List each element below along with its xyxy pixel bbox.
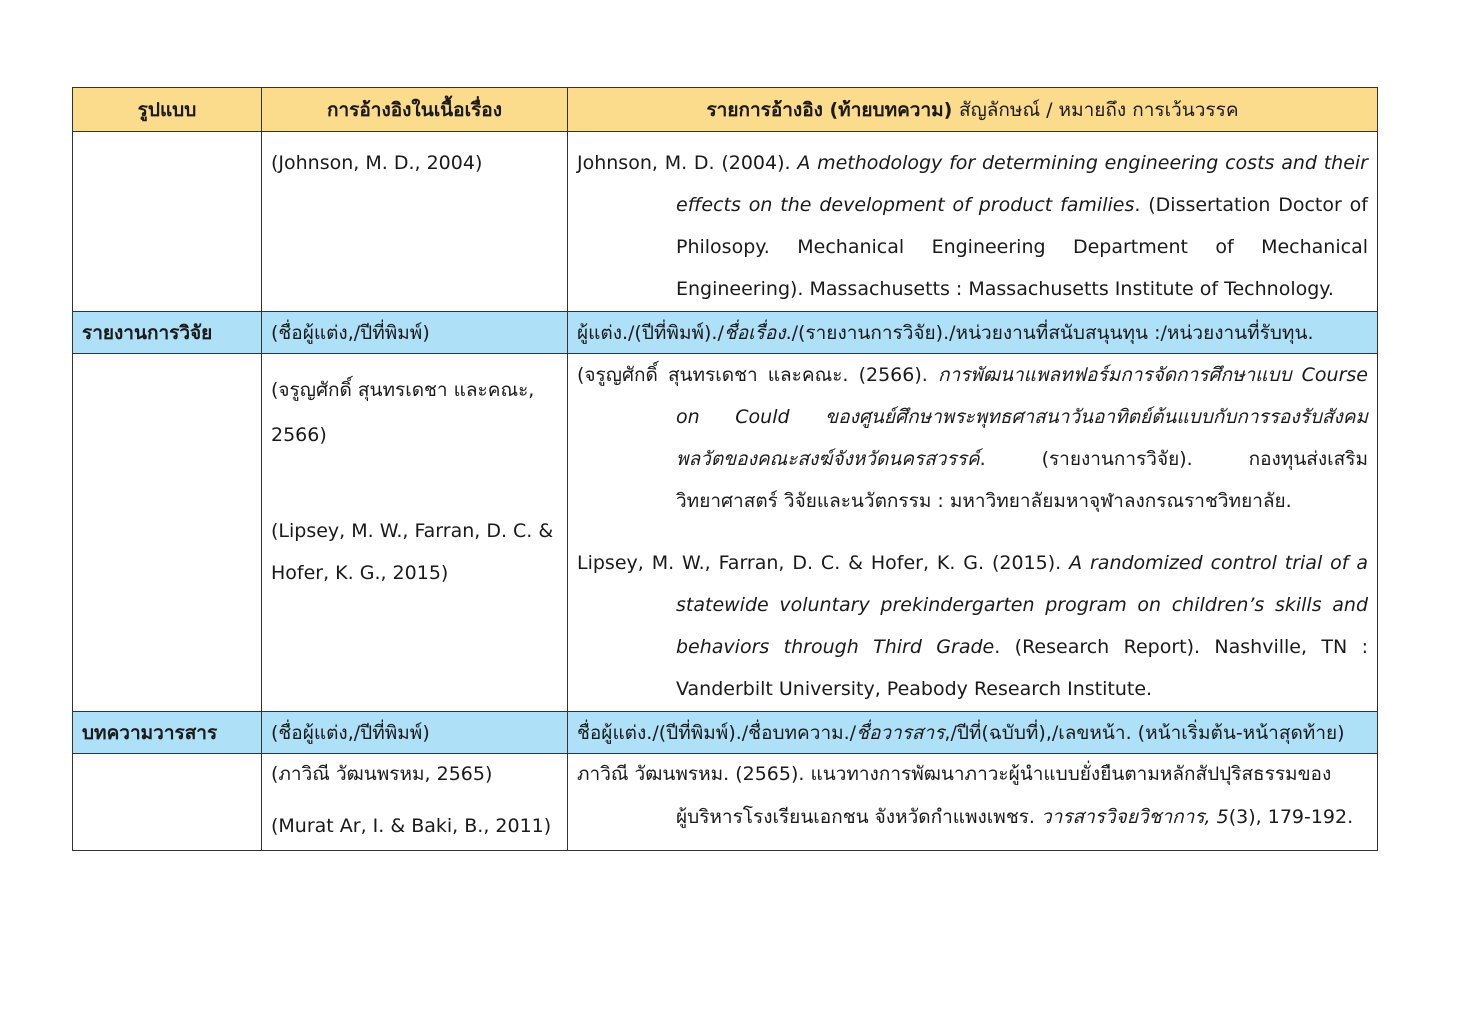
category-row-journal (73, 712, 1377, 753)
ref-title-italic: behaviors through Third Grade (676, 636, 995, 658)
ref-text: . (Dissertation Doctor of (1134, 194, 1368, 216)
reference-line: Philosopy. Mechanical Engineering Department of Mechanical (676, 236, 1368, 258)
ref-title-italic: effects on the development of product families (676, 194, 1135, 216)
category-title: บทความวารสาร (73, 712, 262, 753)
ref-title-italic: การพัฒนาแพลทฟอร์มการจัดการศึกษาแบบ Course (937, 364, 1368, 386)
ref-journal-italic: วารสารวิจยวิชาการ, 5 (1041, 806, 1229, 828)
reference-line: Vanderbilt University, Peabody Research Institute. (676, 678, 1153, 700)
in-text-citation: (Johnson, M. D., 2004) (271, 152, 483, 174)
ref-text: . (รายงานการวิจัย). กองทุนส่งเสริม (979, 448, 1368, 470)
in-text-citation: (ภาวิณี วัฒนพรหม, 2565) (271, 763, 493, 785)
table-header-row (73, 88, 1377, 132)
header-in-text-citation: การอ้างอิงในเนื้อเรื่อง (262, 88, 568, 131)
reference-cell (568, 354, 1377, 711)
ref-author-year: (จรูญศักดิ์ สุนทรเดชา และคณะ. (2566). (577, 364, 938, 386)
format-cell-empty (73, 132, 262, 311)
table-row-dissertation (73, 132, 1377, 312)
header-reference-bold: รายการอ้างอิง (ท้ายบทความ) (706, 98, 953, 121)
ref-author-year: Johnson, M. D. (2004). (577, 152, 798, 174)
ref-title-italic: พลวัตของคณะสงฆ์จังหวัดนครสวรรค์ (676, 448, 980, 470)
ref-text: . (Research Report). Nashville, TN : (994, 636, 1368, 658)
reference-line (577, 354, 1368, 396)
reference-line (577, 796, 1368, 838)
reference-line (577, 584, 1368, 626)
in-text-citation: (จรูญศักดิ์ สุนทรเดชา และคณะ, (271, 379, 535, 401)
ref-title-italic: A methodology for determining engineering costs and their (797, 152, 1368, 174)
table-row-research-examples (73, 353, 1377, 712)
header-reference-list (568, 88, 1377, 131)
ref-title-italic: on Could ของศูนย์ศึกษาพระพุทธศาสนาวันอาทิตย์ต้นแบบกับการรองรับสังคม (676, 406, 1368, 428)
reference-line (577, 184, 1368, 226)
reference-cell (568, 754, 1377, 850)
reference-line (577, 626, 1368, 668)
format-in-text: (ชื่อผู้แต่ง,/ปีที่พิมพ์) (262, 312, 568, 353)
reference-line (577, 438, 1368, 480)
header-reference-symbols: สัญลักษณ์ / หมายถึง การเว้นวรรค (958, 98, 1239, 121)
reference-line: ภาวิณี วัฒนพรหม. (2565). แนวทางการพัฒนาภาวะผู้นำแบบยั่งยืนตามหลักสัปปุริสธรรมของ (577, 763, 1332, 785)
header-format: รูปแบบ (73, 88, 262, 131)
reference-line (577, 542, 1368, 584)
reference-line: วิทยาศาสตร์ วิจัยและนวัตกรรม : มหาวิทยาลัยมหาจุฬาลงกรณราชวิทยาลัย. (676, 490, 1292, 512)
format-reference (568, 712, 1377, 753)
format-ref-italic: ชื่อวารสาร (856, 721, 945, 744)
ref-title-italic: A randomized control trial of a (1069, 552, 1368, 574)
format-in-text: (ชื่อผู้แต่ง,/ปีที่พิมพ์) (262, 712, 568, 753)
format-ref-italic: ชื่อเรื่อง (723, 321, 786, 344)
in-text-cell (262, 132, 568, 311)
in-text-citation: (Lipsey, M. W., Farran, D. C. & (271, 520, 554, 542)
in-text-citation: 2566) (271, 424, 327, 446)
category-row-research (73, 312, 1377, 353)
in-text-cell (262, 754, 568, 850)
format-ref-part: ผู้แต่ง./(ปีที่พิมพ์)./ (577, 321, 724, 344)
table-row-journal-examples (73, 753, 1377, 850)
ref-text: (3), 179-192. (1228, 806, 1354, 828)
reference-line: Engineering). Massachusetts : Massachusetts Institute of Technology. (676, 278, 1334, 300)
ref-text: ผู้บริหารโรงเรียนเอกชน จังหวัดกำแพงเพชร. (676, 806, 1041, 828)
reference-line (577, 142, 1368, 184)
format-ref-part: ,/ปีที่(ฉบับที่),/เลขหน้า. (หน้าเริ่มต้น-หน้าสุดท้าย) (944, 721, 1345, 744)
format-ref-part: ชื่อผู้แต่ง./(ปีที่พิมพ์)./ชื่อบทความ./ (577, 721, 857, 744)
in-text-citation: (Murat Ar, I. & Baki, B., 2011) (271, 815, 552, 837)
reference-line (577, 396, 1368, 438)
format-ref-part: ./(รายงานการวิจัย)./หน่วยงานที่สนับสนุนทุน :/หน่วยงานที่รับทุน. (785, 321, 1314, 344)
category-title: รายงานการวิจัย (73, 312, 262, 353)
ref-author-year: Lipsey, M. W., Farran, D. C. & Hofer, K. G. (2015). (577, 552, 1070, 574)
reference-format-table (72, 87, 1378, 851)
in-text-cell (262, 354, 568, 711)
format-cell-empty (73, 354, 262, 711)
reference-cell (568, 132, 1377, 311)
format-cell-empty (73, 754, 262, 850)
ref-title-italic: statewide voluntary prekindergarten program on children’s skills and (676, 594, 1368, 616)
format-reference (568, 312, 1377, 353)
in-text-citation: Hofer, K. G., 2015) (271, 562, 449, 584)
